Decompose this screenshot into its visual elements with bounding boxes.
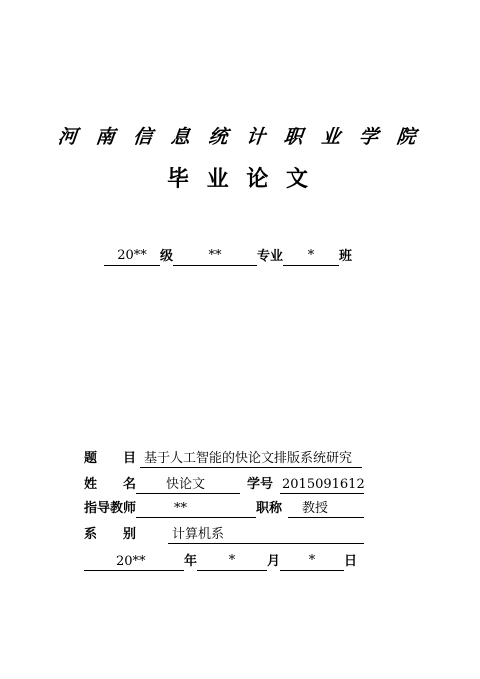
day-label: 日	[344, 554, 358, 569]
department-row	[84, 526, 364, 546]
major-field: **	[173, 247, 257, 266]
date-month-field: *	[197, 552, 267, 571]
month-label: 月	[267, 554, 281, 569]
date-line	[84, 552, 357, 572]
department-value: 计算机系	[168, 526, 364, 544]
major-label: 专业	[257, 249, 284, 264]
name-row	[84, 476, 364, 496]
professional-title-value: 教授	[288, 500, 364, 518]
date-day-field: *	[280, 552, 344, 571]
class-label: 班	[339, 249, 353, 264]
school-name: 河 南 信 息 统 计 职 业 学 院	[56, 126, 423, 148]
advisor-row	[84, 500, 364, 520]
professional-title-label: 职称	[256, 501, 283, 516]
enrollment-year-field: 20**	[104, 247, 160, 266]
document-type-title: 毕 业 论 文	[167, 167, 313, 192]
date-year-field: 20**	[84, 553, 184, 571]
topic-label: 题 目	[84, 451, 137, 466]
name-label: 姓 名	[84, 477, 137, 492]
topic-value: 基于人工智能的快论文排版系统研究	[140, 450, 362, 468]
grade-label: 级	[160, 249, 174, 264]
student-id-value: 2015091612	[282, 477, 365, 492]
year-label: 年	[184, 554, 198, 569]
department-label: 系 别	[84, 527, 137, 542]
advisor-label: 指导教师	[84, 501, 137, 516]
class-line	[104, 247, 352, 267]
name-value: 快论文	[136, 476, 240, 494]
class-field: *	[283, 247, 339, 266]
topic-row	[84, 450, 362, 470]
student-id-label: 学号	[246, 477, 273, 492]
advisor-value: **	[136, 500, 256, 518]
